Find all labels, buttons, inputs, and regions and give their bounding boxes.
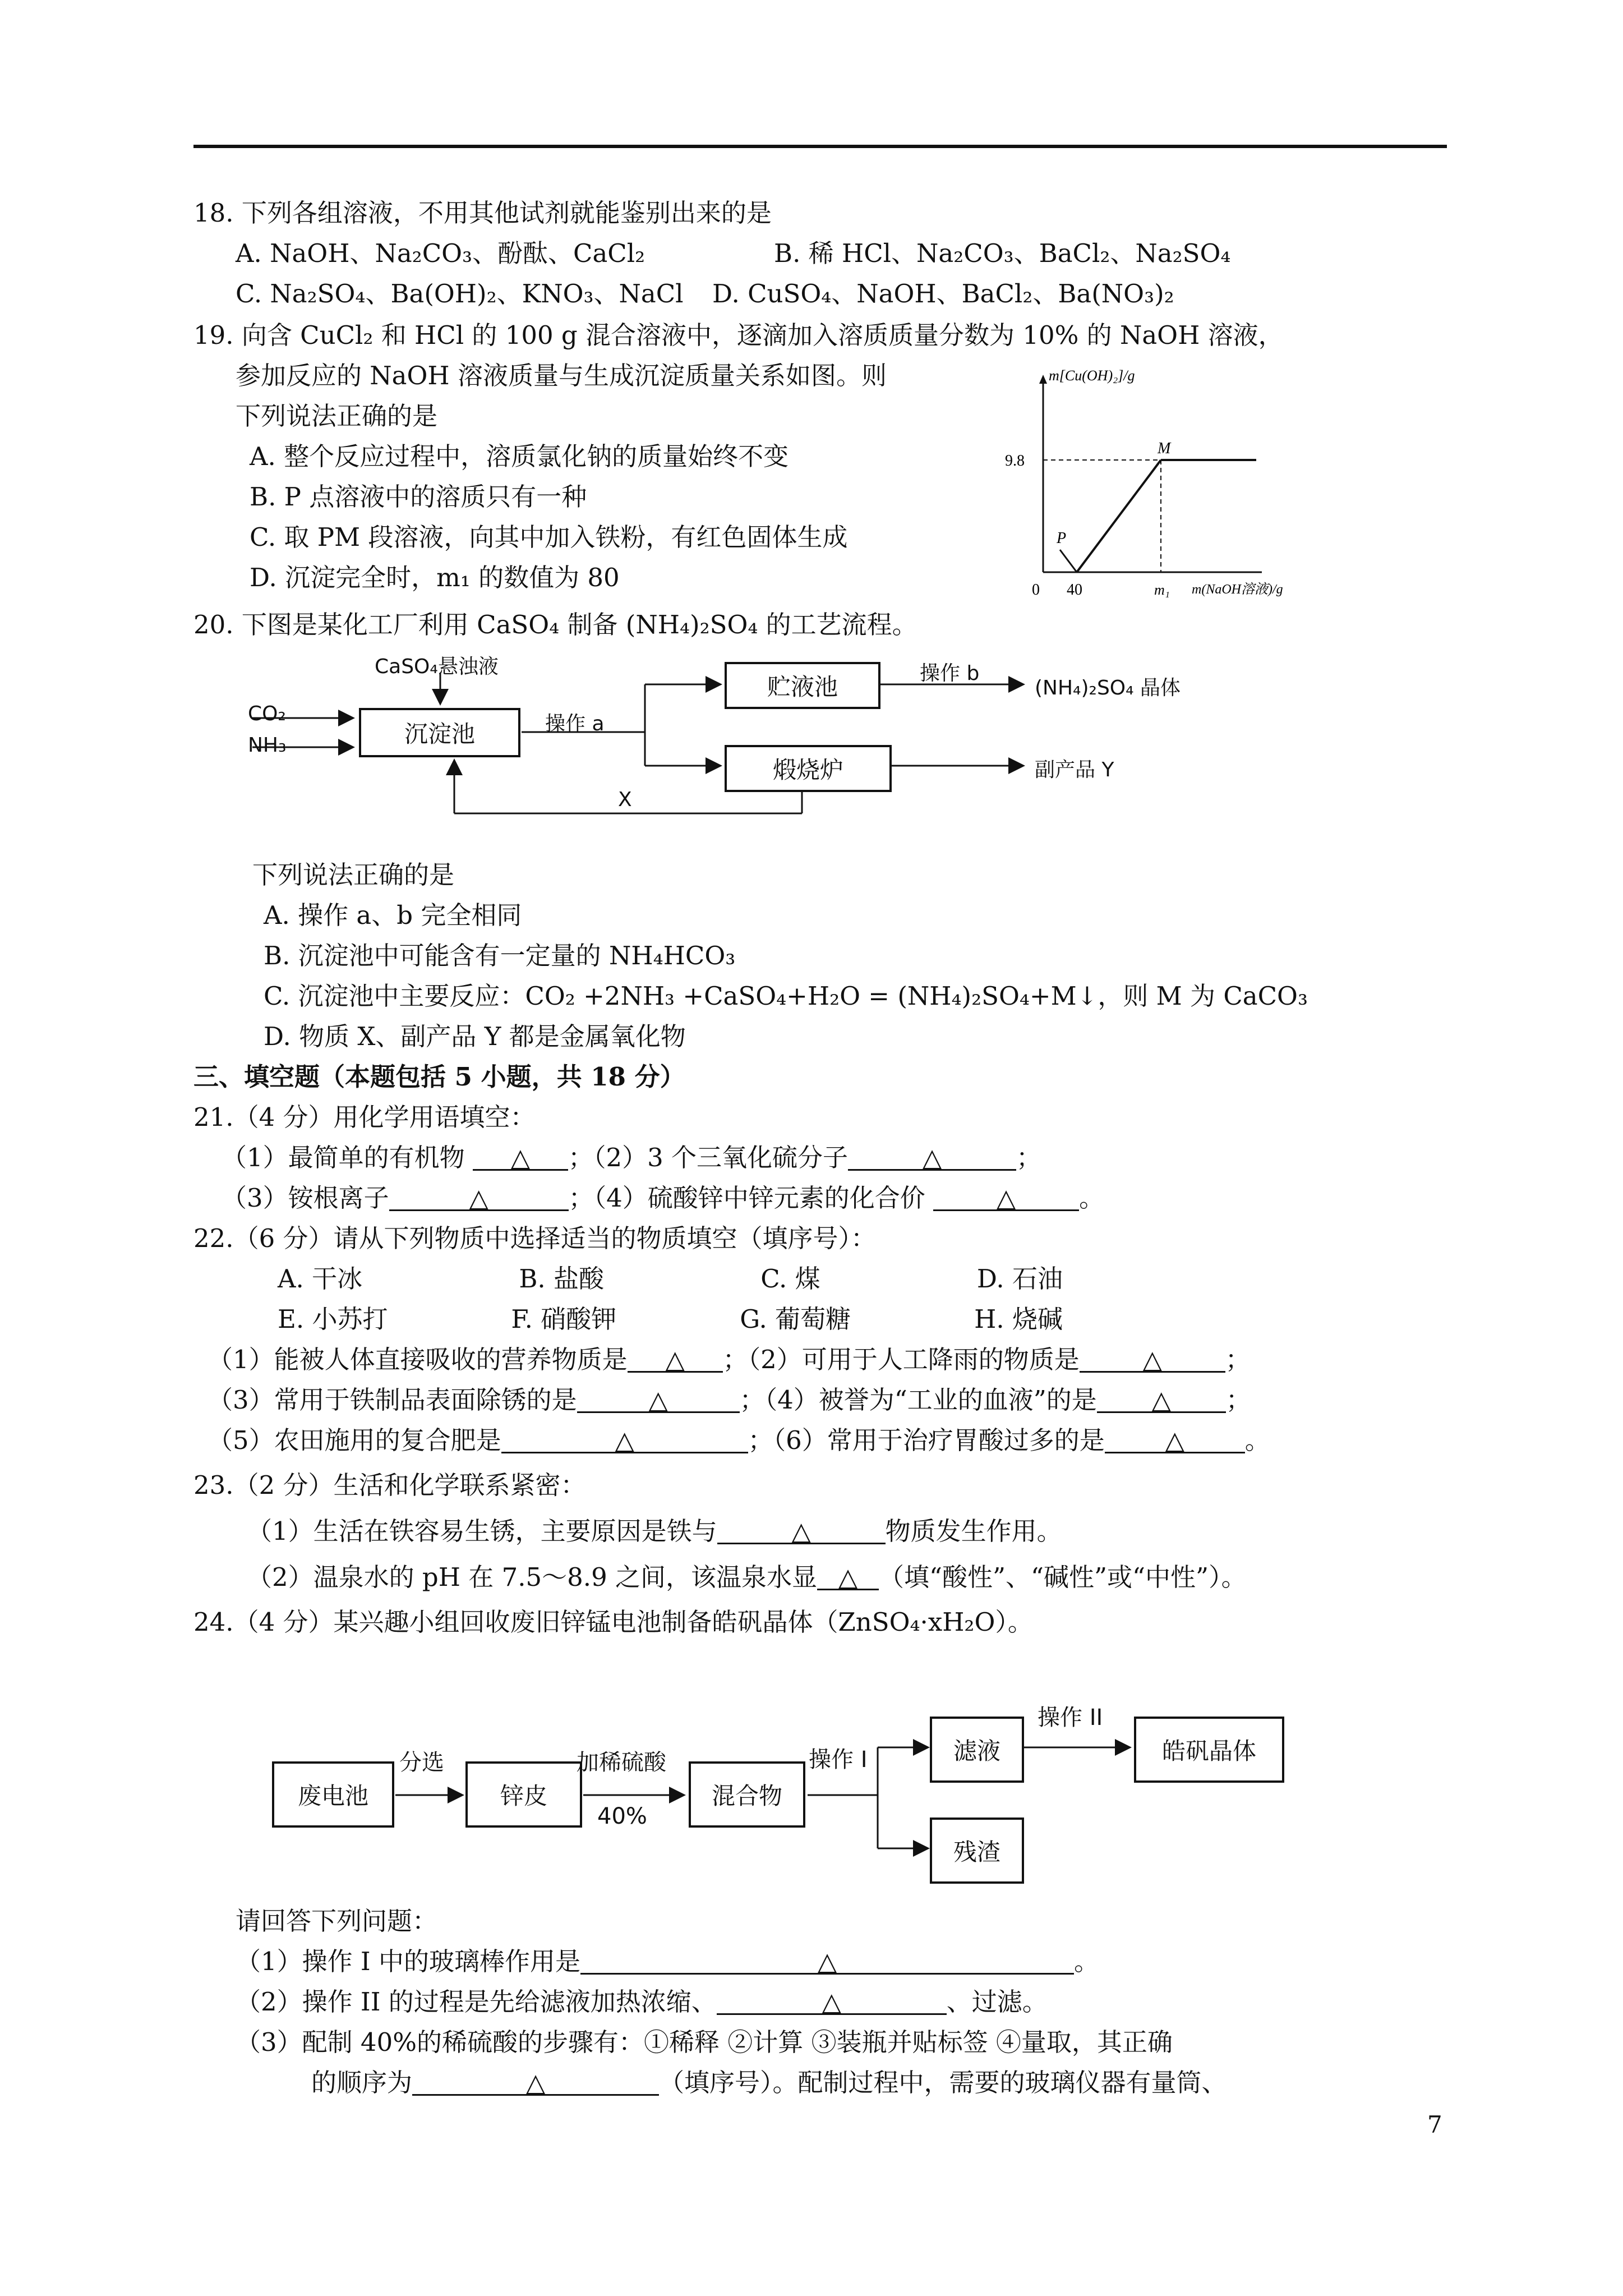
q22-option: F. 硝酸钾 xyxy=(511,1304,617,1334)
answer-blank[interactable]: △ xyxy=(848,1141,1016,1171)
q22-part1: （1）能被人体直接吸收的营养物质是 xyxy=(208,1345,628,1374)
q24-part2: （2）操作 II 的过程是先给滤液加热浓缩、 xyxy=(236,1987,717,2017)
residue-label: 残渣 xyxy=(953,1838,1000,1866)
filtrate-box xyxy=(930,1717,1024,1783)
flow2-pct: 40% xyxy=(597,1803,647,1829)
q19-stem-2: 参加反应的 NaOH 溶液质量与生成沉淀质量关系如图。则 xyxy=(236,361,887,390)
answer-blank[interactable]: △ xyxy=(817,1561,879,1590)
q23-line-2 xyxy=(247,1561,1247,1594)
q22-option: E. 小苏打 xyxy=(278,1304,388,1334)
flow1-op-b: 操作 b xyxy=(920,662,980,685)
x-tick-m1: m₁ xyxy=(1154,582,1170,598)
flow2-op1: 操作 I xyxy=(809,1747,868,1773)
q23-part4: （填“酸性”、“碱性”或“中性”）。 xyxy=(879,1562,1247,1592)
point-p-label: P xyxy=(1057,530,1067,547)
q22-option: A. 干冰 xyxy=(278,1264,363,1294)
q18-option-d: D. CuSO₄、NaOH、BaCl₂、Ba(NO₃)₂ xyxy=(712,279,1174,309)
y-axis-label: m[Cu(OH)₂]/g xyxy=(1049,367,1135,384)
waste-battery-box xyxy=(272,1761,394,1828)
q22-part2: ；（2）可用于人工降雨的物质是 xyxy=(722,1345,1080,1374)
q21-part2: ；（2）3 个三氧化硫分子 xyxy=(568,1143,849,1172)
q20-stem: 20. 下图是某化工厂利用 CaSO₄ 制备 (NH₄)₂SO₄ 的工艺流程。 xyxy=(193,610,917,639)
q22-part3: （3）常用于铁制品表面除锈的是 xyxy=(208,1385,577,1415)
y-tick-9.8: 9.8 xyxy=(1005,452,1025,470)
q20-option-a: A. 操作 a、b 完全相同 xyxy=(264,900,522,930)
q19-option-a: A. 整个反应过程中，溶质氯化钠的质量始终不变 xyxy=(250,441,789,471)
x-tick-40: 40 xyxy=(1067,581,1082,599)
q24-line-1 xyxy=(236,1945,1099,1978)
flow1-byproduct: 副产品 Y xyxy=(1035,758,1114,781)
q19-option-c: C. 取 PM 段溶液，向其中加入铁粉，有红色固体生成 xyxy=(250,522,848,552)
q21-part1: （1）最简单的有机物 xyxy=(222,1143,465,1172)
answer-blank[interactable]: △ xyxy=(717,1985,947,2015)
answer-blank[interactable]: △ xyxy=(580,1945,1074,1975)
flow2-sort: 分选 xyxy=(399,1750,444,1775)
q22-option: B. 盐酸 xyxy=(519,1264,605,1294)
q23-stem: 23.（2 分）生活和化学联系紧密： xyxy=(193,1470,586,1500)
crystal-label: 皓矾晶体 xyxy=(1161,1737,1256,1765)
q22-line-1 xyxy=(208,1343,1251,1377)
answer-blank[interactable]: △ xyxy=(628,1343,723,1373)
q22-part5: （5）农田施用的复合肥是 xyxy=(208,1425,501,1455)
period: 。 xyxy=(1074,1947,1100,1976)
q24-stem: 24.（4 分）某兴趣小组回收废旧锌锰电池制备皓矾晶体（ZnSO₄·xH₂O）。 xyxy=(193,1607,1033,1637)
furnace-box xyxy=(725,745,892,792)
answer-blank[interactable]: △ xyxy=(412,2066,659,2096)
q21-part4: ；（4）硫酸锌中锌元素的化合价 xyxy=(568,1183,925,1213)
q24-line-4 xyxy=(311,2066,1227,2100)
mixture-label: 混合物 xyxy=(711,1782,782,1810)
q21-stem: 21.（4 分）用化学用语填空： xyxy=(193,1102,536,1132)
page-number: 7 xyxy=(1427,2111,1442,2138)
flow1-co2: CO₂ xyxy=(248,702,286,725)
q24-prompt: 请回答下列问题： xyxy=(236,1906,438,1936)
flow1-product: (NH₄)₂SO₄ 晶体 xyxy=(1035,677,1181,700)
q19-prompt: 下列说法正确的是 xyxy=(236,401,438,431)
flow2-add-acid: 加稀硫酸 xyxy=(577,1750,666,1775)
answer-blank[interactable]: △ xyxy=(501,1424,748,1453)
storage-tank-label: 贮液池 xyxy=(767,673,838,701)
waste-battery-label: 废电池 xyxy=(297,1782,368,1810)
q23-part2: 物质发生作用。 xyxy=(885,1516,1062,1546)
q22-options-row-1 xyxy=(278,1262,1063,1296)
q22-part6: ；（6）常用于治疗胃酸过多的是 xyxy=(748,1425,1105,1455)
flow2-op2: 操作 II xyxy=(1038,1705,1103,1731)
flow1-op-a: 操作 a xyxy=(545,712,605,735)
section-3-heading: 三、填空题（本题包括 5 小题，共 18 分） xyxy=(193,1062,685,1092)
q22-part4: ；（4）被誉为“工业的血液”的是 xyxy=(739,1385,1097,1415)
q22-option: C. 煤 xyxy=(760,1264,820,1294)
q24-line-2 xyxy=(236,1985,1048,2019)
point-m-label: M xyxy=(1158,440,1171,457)
answer-blank[interactable]: △ xyxy=(389,1181,569,1211)
origin-label: 0 xyxy=(1032,581,1040,599)
q20-option-d: D. 物质 X、副产品 Y 都是金属氧化物 xyxy=(264,1022,686,1051)
header-rule xyxy=(193,145,1447,148)
crystal-box xyxy=(1134,1717,1284,1783)
q24-part1: （1）操作 I 中的玻璃棒作用是 xyxy=(236,1947,581,1976)
rising-segment xyxy=(1077,460,1161,572)
q23-part3: （2）温泉水的 pH 在 7.5～8.9 之间，该温泉水显 xyxy=(247,1562,818,1592)
q22-option: H. 烧碱 xyxy=(974,1304,1063,1334)
q20-option-b: B. 沉淀池中可能含有一定量的 NH₄HCO₃ xyxy=(264,941,736,970)
zinc-skin-label: 锌皮 xyxy=(500,1782,547,1810)
residue-box xyxy=(930,1818,1024,1884)
q18-option-a: A. NaOH、Na₂CO₃、酚酞、CaCl₂ xyxy=(236,238,645,268)
answer-blank[interactable]: △ xyxy=(933,1181,1079,1211)
q22-line-2 xyxy=(208,1383,1251,1417)
mixture-box xyxy=(689,1761,805,1828)
zinc-skin-box xyxy=(465,1761,582,1828)
precipitate-graph xyxy=(998,365,1346,611)
q18-option-c: C. Na₂SO₄、Ba(OH)₂、KNO₃、NaCl xyxy=(236,279,684,309)
answer-blank[interactable]: △ xyxy=(1105,1424,1245,1453)
q22-option: G. 葡萄糖 xyxy=(740,1304,851,1334)
storage-tank-box xyxy=(725,662,880,709)
q20-option-c: C. 沉淀池中主要反应：CO₂ +2NH₃ +CaSO₄+H₂O = (NH₄)₂SO₄+M↓，则 M 为 CaCO₃ xyxy=(264,981,1308,1011)
furnace-label: 煅烧炉 xyxy=(772,756,843,784)
semicolon: ； xyxy=(1225,1345,1251,1374)
q20-prompt: 下列说法正确的是 xyxy=(252,860,455,890)
q22-line-3 xyxy=(208,1424,1270,1457)
p-segment xyxy=(1060,550,1077,572)
semicolon: ； xyxy=(1016,1143,1042,1172)
answer-blank[interactable]: △ xyxy=(577,1383,740,1413)
q19-option-b: B. P 点溶液中的溶质只有一种 xyxy=(250,482,587,512)
q24-part4: 的顺序为 xyxy=(311,2068,413,2097)
answer-blank[interactable]: △ xyxy=(1080,1343,1225,1373)
q19-option-d: D. 沉淀完全时，m₁ 的数值为 80 xyxy=(250,563,620,592)
q21-line-1 xyxy=(222,1141,1041,1175)
q22-option: D. 石油 xyxy=(976,1264,1063,1294)
answer-blank[interactable]: △ xyxy=(473,1141,568,1171)
q21-part3: （3）铵根离子 xyxy=(222,1183,389,1213)
q18-option-b: B. 稀 HCl、Na₂CO₃、BaCl₂、Na₂SO₄ xyxy=(774,238,1231,268)
q24-line-3: （3）配制 40%的稀硫酸的步骤有：①稀释 ②计算 ③装瓶并贴标签 ④量取，其正确 xyxy=(236,2027,1173,2057)
period: 。 xyxy=(1244,1425,1270,1455)
q23-line-1 xyxy=(247,1515,1062,1548)
settling-tank-label: 沉淀池 xyxy=(404,720,475,748)
q21-line-2 xyxy=(222,1181,1104,1215)
flow1-nh3: NH₃ xyxy=(248,734,287,757)
flow1-recycle-x: X xyxy=(618,788,632,811)
filtrate-label: 滤液 xyxy=(953,1737,1000,1765)
q19-stem: 19. 向含 CuCl₂ 和 HCl 的 100 g 混合溶液中，逐滴加入溶质质量分数为 10% 的 NaOH 溶液， xyxy=(193,320,1284,350)
q18-stem: 18. 下列各组溶液，不用其他试剂就能鉴别出来的是 xyxy=(193,198,772,228)
settling-tank-box xyxy=(359,708,520,757)
q22-stem: 22.（6 分）请从下列物质中选择适当的物质填空（填序号）： xyxy=(193,1223,877,1253)
q24-part3: 、过滤。 xyxy=(946,1987,1048,2017)
q22-options-row-2 xyxy=(278,1303,1063,1336)
q24-part5: （填序号）。配制过程中，需要的玻璃仪器有量筒、 xyxy=(659,2068,1227,2097)
q23-part1: （1）生活在铁容易生锈，主要原因是铁与 xyxy=(247,1516,717,1546)
answer-blank[interactable]: △ xyxy=(717,1515,886,1544)
semicolon: ； xyxy=(1225,1385,1251,1415)
period: 。 xyxy=(1079,1183,1105,1213)
y-axis-arrow xyxy=(1039,375,1047,384)
answer-blank[interactable]: △ xyxy=(1097,1383,1226,1413)
flow1-feed: CaSO₄悬浊液 xyxy=(375,655,499,678)
x-axis-label: m(NaOH溶液)/g xyxy=(1192,582,1283,597)
